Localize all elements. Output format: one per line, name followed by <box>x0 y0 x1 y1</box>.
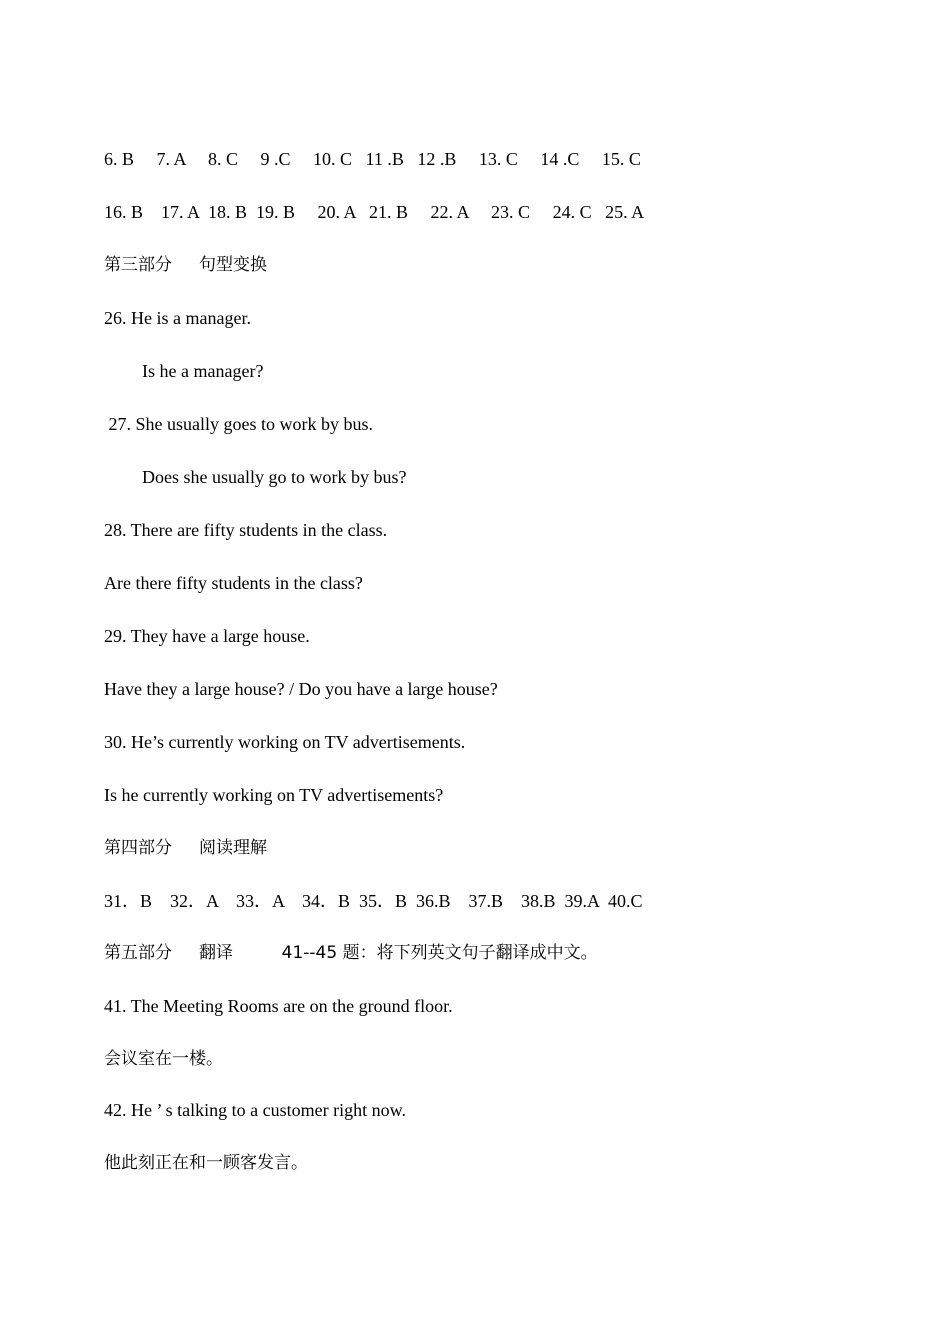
answer-41: 会议室在一楼。 <box>104 1049 223 1069</box>
answer-row-31-40: 31．B 32．A 33．A 34．B 35．B 36.B 37.B 38.B 39.A 40.C <box>104 891 643 911</box>
question-29: 29. They have a large house. <box>104 626 310 646</box>
question-42: 42. He ’ s talking to a customer right now. <box>104 1100 406 1120</box>
answer-30: Is he currently working on TV advertisements? <box>104 785 444 805</box>
question-41: 41. The Meeting Rooms are on the ground floor. <box>104 996 453 1016</box>
part5-heading: 第五部分 翻译 41--45 题：将下列英文句子翻译成中文。 <box>104 943 598 963</box>
answer-42: 他此刻正在和一顾客发言。 <box>104 1153 308 1173</box>
question-26: 26. He is a manager. <box>104 308 251 328</box>
answer-26: Is he a manager? <box>142 361 264 381</box>
answer-row-6-15: 6. B 7. A 8. C 9 .C 10. C 11 .B 12 .B 13. C 14 .C 15. C <box>104 149 641 169</box>
question-30: 30. He’s currently working on TV advertisements. <box>104 732 466 752</box>
question-27: 27. She usually goes to work by bus. <box>104 414 373 434</box>
answer-row-16-25: 16. B 17. A 18. B 19. B 20. A 21. B 22. A 23. C 24. C 25. A <box>104 202 645 222</box>
part3-heading: 第三部分 句型变换 <box>104 255 268 275</box>
answer-29: Have they a large house? / Do you have a large house? <box>104 679 498 699</box>
answer-28: Are there fifty students in the class? <box>104 573 363 593</box>
question-28: 28. There are fifty students in the class. <box>104 520 388 540</box>
part4-heading: 第四部分 阅读理解 <box>104 838 268 858</box>
answer-27: Does she usually go to work by bus? <box>142 467 407 487</box>
